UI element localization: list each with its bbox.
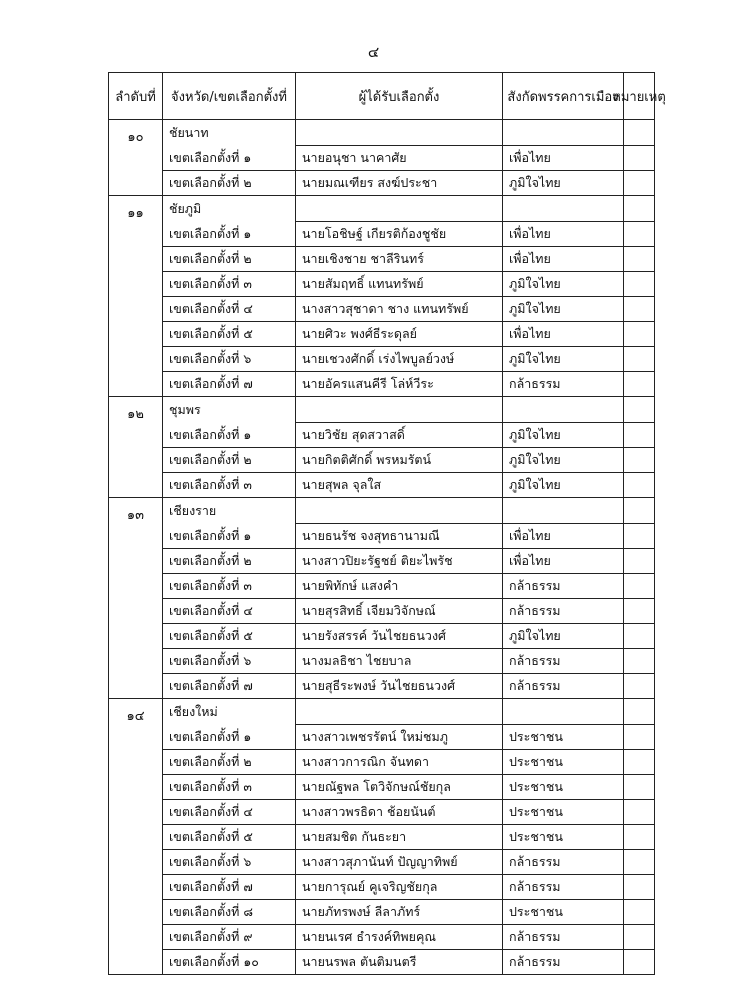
party-cell: กล้าธรรม (503, 371, 624, 396)
empty-cell (624, 397, 654, 422)
table-row (163, 321, 654, 346)
elected-name-cell: นายการุณย์ คูเจริญชัยกุล (296, 874, 503, 899)
empty-cell (296, 498, 503, 523)
province-row (163, 397, 654, 422)
table-row (163, 673, 654, 698)
elected-name-cell: นางสาวสุชาดา ชาง แทนทรัพย์ (296, 296, 503, 321)
empty-cell (296, 120, 503, 145)
table-header (109, 73, 666, 120)
table-row (163, 221, 654, 246)
table-row (163, 899, 654, 924)
table-row (163, 523, 654, 548)
province-name: ชัยนาท (163, 120, 296, 145)
party-cell: เพื่อไทย (503, 548, 624, 573)
district-cell: เขตเลือกตั้งที่ ๙ (163, 924, 296, 949)
district-cell: เขตเลือกตั้งที่ ๗ (163, 371, 296, 396)
note-cell (624, 346, 654, 371)
note-cell (624, 246, 654, 271)
province-group (109, 120, 654, 196)
table-row (163, 774, 654, 799)
note-cell (624, 598, 654, 623)
party-cell: ภูมิใจไทย (503, 170, 624, 195)
province-name: ชุมพร (163, 397, 296, 422)
table-row (163, 573, 654, 598)
elected-name-cell: นายอัครแสนคีรี โล่ห์วีระ (296, 371, 503, 396)
district-cell: เขตเลือกตั้งที่ ๑ (163, 724, 296, 749)
party-cell: ภูมิใจไทย (503, 271, 624, 296)
party-cell: กล้าธรรม (503, 874, 624, 899)
table-row (163, 548, 654, 573)
empty-cell (296, 699, 503, 724)
table-body (109, 120, 654, 974)
district-cell: เขตเลือกตั้งที่ ๔ (163, 296, 296, 321)
province-row (163, 120, 654, 145)
table-row (163, 246, 654, 271)
empty-cell (624, 699, 654, 724)
table-row (163, 346, 654, 371)
elected-name-cell: นายสมชิต กันธะยา (296, 824, 503, 849)
district-cell: เขตเลือกตั้งที่ ๑ (163, 523, 296, 548)
empty-cell (503, 498, 624, 523)
table-row (163, 724, 654, 749)
elected-name-cell: นางสาวการณิก จันทดา (296, 749, 503, 774)
party-cell: เพื่อไทย (503, 145, 624, 170)
party-cell: กล้าธรรม (503, 598, 624, 623)
district-cell: เขตเลือกตั้งที่ ๕ (163, 321, 296, 346)
district-cell: เขตเลือกตั้งที่ ๕ (163, 824, 296, 849)
note-cell (624, 673, 654, 698)
district-cell: เขตเลือกตั้งที่ ๑๐ (163, 949, 296, 974)
note-cell (624, 573, 654, 598)
district-cell: เขตเลือกตั้งที่ ๔ (163, 799, 296, 824)
table-row (163, 472, 654, 497)
note-cell (624, 749, 654, 774)
table-row (163, 271, 654, 296)
province-row (163, 699, 654, 724)
province-order-number: ๑๒ (109, 397, 163, 497)
elected-name-cell: นายเชิงชาย ชาลีรินทร์ (296, 246, 503, 271)
province-name: ชัยภูมิ (163, 196, 296, 221)
note-cell (624, 221, 654, 246)
note-cell (624, 799, 654, 824)
party-cell: ภูมิใจไทย (503, 346, 624, 371)
empty-cell (624, 498, 654, 523)
note-cell (624, 170, 654, 195)
district-cell: เขตเลือกตั้งที่ ๘ (163, 899, 296, 924)
empty-cell (296, 397, 503, 422)
district-cell: เขตเลือกตั้งที่ ๒ (163, 548, 296, 573)
note-cell (624, 874, 654, 899)
province-row (163, 498, 654, 523)
party-cell: ภูมิใจไทย (503, 447, 624, 472)
elected-name-cell: นายโอชิษฐ์ เกียรติก้องชูชัย (296, 221, 503, 246)
table-row (163, 371, 654, 396)
district-cell: เขตเลือกตั้งที่ ๗ (163, 874, 296, 899)
note-cell (624, 145, 654, 170)
table-row (163, 949, 654, 974)
header-note: หมายเหตุ (612, 89, 666, 105)
table-row (163, 924, 654, 949)
table-row (163, 749, 654, 774)
note-cell (624, 321, 654, 346)
table-row (163, 648, 654, 673)
table-row (163, 422, 654, 447)
district-cell: เขตเลือกตั้งที่ ๓ (163, 472, 296, 497)
party-cell: ประชาชน (503, 824, 624, 849)
elected-name-cell: นายภัทรพงษ์ ลีลาภัทร์ (296, 899, 503, 924)
province-group (109, 498, 654, 699)
elected-name-cell: นายธนรัช จงสุทธานามณี (296, 523, 503, 548)
party-cell: กล้าธรรม (503, 673, 624, 698)
district-cell: เขตเลือกตั้งที่ ๓ (163, 271, 296, 296)
elected-name-cell: นางมลธิชา ไชยบาล (296, 648, 503, 673)
page-number: ๔ (367, 43, 380, 61)
note-cell (624, 623, 654, 648)
district-cell: เขตเลือกตั้งที่ ๓ (163, 774, 296, 799)
district-cell: เขตเลือกตั้งที่ ๒ (163, 170, 296, 195)
elected-name-cell: นายสุธีระพงษ์ วันไชยธนวงศ์ (296, 673, 503, 698)
header-name: ผู้ได้รับเลือกตั้ง (296, 73, 503, 119)
province-row (163, 196, 654, 221)
note-cell (624, 724, 654, 749)
district-cell: เขตเลือกตั้งที่ ๗ (163, 673, 296, 698)
elected-name-cell: นายศิวะ พงศ์ธีระดุลย์ (296, 321, 503, 346)
district-cell: เขตเลือกตั้งที่ ๕ (163, 623, 296, 648)
note-cell (624, 523, 654, 548)
table-row (163, 849, 654, 874)
party-cell: ประชาชน (503, 724, 624, 749)
note-cell (624, 422, 654, 447)
note-cell (624, 648, 654, 673)
elected-name-cell: นายกิตติศักดิ์ พรหมรัตน์ (296, 447, 503, 472)
district-cell: เขตเลือกตั้งที่ ๑ (163, 145, 296, 170)
party-cell: ประชาชน (503, 774, 624, 799)
party-cell: ประชาชน (503, 799, 624, 824)
party-cell: ประชาชน (503, 749, 624, 774)
note-cell (624, 447, 654, 472)
header-area: จังหวัด/เขตเลือกตั้งที่ (163, 73, 296, 119)
note-cell (624, 899, 654, 924)
province-group (109, 397, 654, 498)
province-name: เชียงราย (163, 498, 296, 523)
party-cell: ภูมิใจไทย (503, 472, 624, 497)
empty-cell (624, 196, 654, 221)
elected-name-cell: นายณัฐพล โตวิจักษณ์ชัยกุล (296, 774, 503, 799)
district-cell: เขตเลือกตั้งที่ ๔ (163, 598, 296, 623)
party-cell: กล้าธรรม (503, 648, 624, 673)
elected-name-cell: นายสุรสิทธิ์ เจียมวิจักษณ์ (296, 598, 503, 623)
party-cell: กล้าธรรม (503, 949, 624, 974)
empty-cell (503, 397, 624, 422)
note-cell (624, 949, 654, 974)
note-cell (624, 849, 654, 874)
party-cell: ภูมิใจไทย (503, 623, 624, 648)
table-row (163, 623, 654, 648)
province-group (109, 196, 654, 397)
table-row (163, 874, 654, 899)
district-cell: เขตเลือกตั้งที่ ๒ (163, 447, 296, 472)
note-cell (624, 371, 654, 396)
party-cell: เพื่อไทย (503, 321, 624, 346)
party-cell: กล้าธรรม (503, 573, 624, 598)
party-cell: กล้าธรรม (503, 924, 624, 949)
district-cell: เขตเลือกตั้งที่ ๑ (163, 221, 296, 246)
elected-name-cell: นายพิทักษ์ แสงคำ (296, 573, 503, 598)
province-order-number: ๑๑ (109, 196, 163, 396)
elected-name-cell: นายนรพล ตันติมนตรี (296, 949, 503, 974)
table-row (163, 145, 654, 170)
party-cell: ภูมิใจไทย (503, 422, 624, 447)
note-cell (624, 924, 654, 949)
elected-name-cell: นายสุพล จุลใส (296, 472, 503, 497)
empty-cell (503, 120, 624, 145)
elected-name-cell: นายวิชัย สุดสวาสดิ์ (296, 422, 503, 447)
empty-cell (296, 196, 503, 221)
elected-name-cell: นายมณเฑียร สงฆ์ประชา (296, 170, 503, 195)
note-cell (624, 548, 654, 573)
district-cell: เขตเลือกตั้งที่ ๒ (163, 749, 296, 774)
district-cell: เขตเลือกตั้งที่ ๖ (163, 849, 296, 874)
district-cell: เขตเลือกตั้งที่ ๖ (163, 648, 296, 673)
note-cell (624, 472, 654, 497)
note-cell (624, 271, 654, 296)
elected-name-cell: นายสัมฤทธิ์ แทนทรัพย์ (296, 271, 503, 296)
table-row (163, 447, 654, 472)
note-cell (624, 824, 654, 849)
election-results-table (108, 72, 666, 975)
district-cell: เขตเลือกตั้งที่ ๖ (163, 346, 296, 371)
elected-name-cell: นางสาวเพชรรัตน์ ใหม่ชมภู (296, 724, 503, 749)
elected-name-cell: นายรังสรรค์ วันไชยธนวงศ์ (296, 623, 503, 648)
table-row (163, 799, 654, 824)
header-party: สังกัดพรรคการเมือง (503, 73, 624, 119)
district-cell: เขตเลือกตั้งที่ ๓ (163, 573, 296, 598)
table-row (163, 296, 654, 321)
province-name: เชียงใหม่ (163, 699, 296, 724)
province-order-number: ๑๐ (109, 120, 163, 195)
empty-cell (503, 196, 624, 221)
header-no: ลำดับที่ (109, 73, 163, 119)
elected-name-cell: นายนเรศ ธำรงค์ทิพยคุณ (296, 924, 503, 949)
elected-name-cell: นายอนุชา นาคาศัย (296, 145, 503, 170)
elected-name-cell: นายเชวงศักดิ์ เร่งไพบูลย์วงษ์ (296, 346, 503, 371)
district-cell: เขตเลือกตั้งที่ ๒ (163, 246, 296, 271)
province-group (109, 699, 654, 974)
empty-cell (624, 120, 654, 145)
elected-name-cell: นางสาวปิยะรัฐชย์ ติยะไพรัช (296, 548, 503, 573)
province-order-number: ๑๔ (109, 699, 163, 974)
note-cell (624, 296, 654, 321)
party-cell: ประชาชน (503, 899, 624, 924)
table-row (163, 824, 654, 849)
empty-cell (503, 699, 624, 724)
elected-name-cell: นางสาวสุภานันท์ ปัญญาทิพย์ (296, 849, 503, 874)
table-row (163, 170, 654, 195)
party-cell: เพื่อไทย (503, 246, 624, 271)
district-cell: เขตเลือกตั้งที่ ๑ (163, 422, 296, 447)
party-cell: เพื่อไทย (503, 523, 624, 548)
party-cell: เพื่อไทย (503, 221, 624, 246)
table-row (163, 598, 654, 623)
party-cell: ภูมิใจไทย (503, 296, 624, 321)
note-cell (624, 774, 654, 799)
province-order-number: ๑๓ (109, 498, 163, 698)
party-cell: กล้าธรรม (503, 849, 624, 874)
elected-name-cell: นางสาวพรธิดา ช้อยนันต์ (296, 799, 503, 824)
